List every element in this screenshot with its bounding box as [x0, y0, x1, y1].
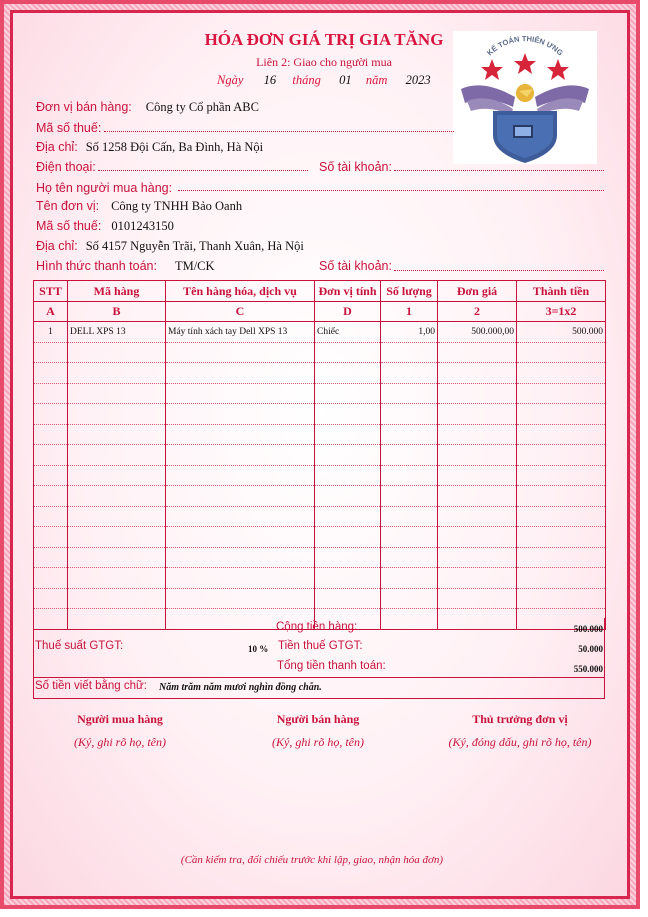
table-cell-empty [166, 465, 315, 486]
table-cell-empty [438, 404, 517, 425]
buyer-tax: 0101243150 [111, 219, 174, 233]
table-cell-empty [381, 547, 438, 568]
table-cell-empty [517, 568, 606, 589]
table-cell-empty [381, 383, 438, 404]
date-year: 2023 [405, 73, 431, 87]
seller-unit: Công ty Cổ phần ABC [145, 100, 259, 114]
table-cell-empty [34, 465, 68, 486]
table-cell-empty [166, 342, 315, 363]
table-cell-empty [438, 465, 517, 486]
table-cell-empty [166, 588, 315, 609]
words-value: Năm trăm năm mươi nghìn đồng chẵn. [159, 682, 322, 693]
buyer-address: Số 4157 Nguyễn Trãi, Thanh Xuân, Hà Nội [85, 239, 304, 253]
seller-signature-note: (Ký, ghi rõ họ, tên) [272, 735, 364, 749]
table-cell-empty [34, 588, 68, 609]
head-signature-note: (Ký, đóng dấu, ghi rõ họ, tên) [448, 735, 592, 749]
col-letter-3: 3=1x2 [517, 302, 606, 322]
seller-tax-dotline [104, 131, 454, 132]
seller-phone-label: Điện thoại: [36, 160, 96, 174]
buyer-account-label: Số tài khoản: [319, 259, 392, 273]
total-label: Tổng tiền thanh toán: [277, 660, 386, 672]
table-cell-empty [517, 547, 606, 568]
date-month: 01 [339, 73, 352, 87]
col-header-stt: STT [34, 281, 68, 302]
head-signature [420, 712, 620, 750]
col-letter-c: C [166, 302, 315, 322]
buyer-account-dotline [394, 270, 604, 271]
row-price: 500.000,00 [438, 322, 517, 343]
table-cell-empty [315, 342, 381, 363]
table-row-empty [34, 465, 606, 486]
table-cell-empty [166, 527, 315, 548]
table-cell-empty [381, 568, 438, 589]
table-cell-empty [517, 506, 606, 527]
table-cell-empty [68, 486, 166, 507]
vat-rate-label: Thuế suất GTGT: [35, 640, 124, 652]
table-cell-empty [381, 404, 438, 425]
date-day: 16 [263, 73, 277, 87]
table-cell-empty [438, 588, 517, 609]
table-cell-empty [315, 547, 381, 568]
buyer-signature [20, 712, 220, 750]
invoice-title: HÓA ĐƠN GIÁ TRỊ GIA TĂNG [204, 30, 444, 49]
items-table [33, 280, 606, 630]
table-row-empty [34, 547, 606, 568]
table-row-empty [34, 506, 606, 527]
table-cell-empty [166, 383, 315, 404]
invoice-subtitle: Liên 2: Giao cho người mua [256, 55, 392, 69]
seller-address-label: Địa chỉ: [36, 140, 78, 154]
total-value: 550.000 [573, 664, 603, 674]
table-cell-empty [381, 424, 438, 445]
footer-note: (Cần kiểm tra, đối chiếu trước khi lập, giao, nhận hóa đơn) [180, 854, 444, 866]
table-cell-empty [381, 527, 438, 548]
row-unit: Chiếc [315, 322, 381, 343]
table-cell-empty [34, 486, 68, 507]
table-cell-empty [381, 363, 438, 384]
seller-phone-dotline [98, 170, 308, 171]
buyer-unit: Công ty TNHH Bảo Oanh [111, 199, 243, 213]
col-letter-1: 1 [381, 302, 438, 322]
table-cell-empty [315, 568, 381, 589]
words-row [33, 680, 605, 700]
date-day-label: Ngày [217, 73, 244, 87]
table-cell-empty [517, 465, 606, 486]
row-qty: 1,00 [381, 322, 438, 343]
head-signature-title: Thủ trưởng đơn vị [472, 712, 568, 726]
table-cell-empty [381, 506, 438, 527]
table-cell-empty [34, 424, 68, 445]
table-row-empty [34, 383, 606, 404]
table-cell-empty [381, 486, 438, 507]
table-cell-empty [68, 404, 166, 425]
table-letter-row [34, 302, 606, 322]
table-cell-empty [517, 424, 606, 445]
seller-address: Số 1258 Đội Cấn, Ba Đình, Hà Nội [85, 140, 264, 154]
table-cell-empty [381, 342, 438, 363]
vat-row [33, 640, 605, 660]
table-cell-empty [381, 588, 438, 609]
table-row-empty [34, 588, 606, 609]
seller-signature-title: Người bán hàng [276, 712, 360, 726]
table-cell-empty [166, 568, 315, 589]
table-cell-empty [438, 342, 517, 363]
vat-amount-label: Tiền thuế GTGT: [278, 640, 363, 652]
table-cell-empty [517, 363, 606, 384]
row-name: Máy tính xách tay Dell XPS 13 [166, 322, 315, 343]
table-cell-empty [438, 445, 517, 466]
date-month-label: tháng [292, 73, 321, 87]
table-cell-empty [166, 506, 315, 527]
table-cell-empty [315, 506, 381, 527]
table-cell-empty [68, 424, 166, 445]
col-header-qty: Số lượng [381, 281, 438, 302]
col-header-code: Mã hàng [68, 281, 166, 302]
table-cell-empty [166, 445, 315, 466]
table-cell-empty [438, 486, 517, 507]
col-letter-d: D [315, 302, 381, 322]
table-cell-empty [68, 445, 166, 466]
logo-text: KẾ TOÁN THIÊN ƯNG [485, 34, 565, 58]
col-header-price: Đơn giá [438, 281, 517, 302]
table-row-empty [34, 363, 606, 384]
table-cell-empty [34, 527, 68, 548]
table-cell-empty [438, 363, 517, 384]
col-letter-2: 2 [438, 302, 517, 322]
table-cell-empty [68, 547, 166, 568]
row-stt: 1 [34, 322, 68, 343]
table-row-empty [34, 568, 606, 589]
date-year-label: năm [365, 73, 388, 87]
table-cell-empty [381, 445, 438, 466]
table-cell-empty [34, 568, 68, 589]
table-row [34, 322, 606, 343]
table-cell-empty [68, 363, 166, 384]
buyer-name-label: Họ tên người mua hàng: [36, 181, 173, 195]
subtotal-label: Cộng tiền hàng: [276, 621, 358, 633]
subtotal-value: 500.000 [573, 624, 603, 634]
table-cell-empty [34, 547, 68, 568]
table-cell-empty [438, 383, 517, 404]
table-row-empty [34, 445, 606, 466]
table-cell-empty [166, 424, 315, 445]
table-cell-empty [34, 383, 68, 404]
table-cell-empty [34, 363, 68, 384]
row-code: DELL XPS 13 [68, 322, 166, 343]
seller-tax-label: Mã số thuế: [36, 121, 102, 135]
table-cell-empty [517, 527, 606, 548]
table-cell-empty [438, 568, 517, 589]
table-cell-empty [34, 342, 68, 363]
seller-signature [218, 712, 418, 750]
table-cell-empty [438, 547, 517, 568]
table-cell-empty [315, 486, 381, 507]
table-row-empty [34, 404, 606, 425]
table-cell-empty [315, 383, 381, 404]
table-cell-empty [166, 363, 315, 384]
words-divider [33, 677, 605, 678]
table-cell-empty [68, 568, 166, 589]
buyer-signature-note: (Ký, ghi rõ họ, tên) [74, 735, 166, 749]
buyer-address-label: Địa chỉ: [36, 239, 78, 253]
table-cell-empty [34, 445, 68, 466]
table-cell-empty [438, 527, 517, 548]
table-cell-empty [438, 506, 517, 527]
table-cell-empty [517, 383, 606, 404]
seller-unit-label: Đơn vị bán hàng: [36, 100, 132, 114]
words-label: Số tiền viết bằng chữ: [35, 680, 147, 692]
table-row-empty [34, 486, 606, 507]
buyer-payment-label: Hình thức thanh toán: [36, 259, 157, 273]
table-cell-empty [315, 445, 381, 466]
table-header-row [34, 281, 606, 302]
table-cell-empty [68, 588, 166, 609]
table-cell-empty [315, 404, 381, 425]
col-header-amount: Thành tiền [517, 281, 606, 302]
vat-amount-value: 50.000 [578, 644, 603, 654]
table-cell-empty [68, 527, 166, 548]
buyer-unit-label: Tên đơn vị: [36, 199, 100, 213]
subtotal-row [33, 621, 605, 641]
row-amount: 500.000 [517, 322, 606, 343]
table-cell-empty [68, 383, 166, 404]
col-header-name: Tên hàng hóa, dịch vụ [166, 281, 315, 302]
buyer-signature-title: Người mua hàng [77, 712, 163, 726]
table-cell-empty [166, 547, 315, 568]
vat-rate-value: 10 % [248, 644, 269, 654]
table-cell-empty [68, 342, 166, 363]
col-letter-a: A [34, 302, 68, 322]
invoice-date [217, 73, 431, 88]
table-cell-empty [517, 342, 606, 363]
table-cell-empty [315, 527, 381, 548]
table-row-empty [34, 527, 606, 548]
table-cell-empty [34, 404, 68, 425]
table-cell-empty [34, 506, 68, 527]
seller-account-dotline [394, 170, 604, 171]
table-cell-empty [315, 424, 381, 445]
table-row-empty [34, 342, 606, 363]
table-cell-empty [315, 465, 381, 486]
table-cell-empty [438, 424, 517, 445]
table-cell-empty [517, 486, 606, 507]
seller-account-label: Số tài khoản: [319, 160, 392, 174]
table-cell-empty [517, 588, 606, 609]
table-cell-empty [517, 404, 606, 425]
table-cell-empty [381, 465, 438, 486]
table-cell-empty [517, 445, 606, 466]
buyer-tax-label: Mã số thuế: [36, 219, 102, 233]
buyer-name-dotline [178, 190, 604, 191]
table-cell-empty [315, 588, 381, 609]
table-cell-empty [315, 363, 381, 384]
company-logo [453, 31, 597, 164]
buyer-payment: TM/CK [174, 259, 215, 273]
table-cell-empty [68, 465, 166, 486]
table-cell-empty [166, 486, 315, 507]
table-row-empty [34, 424, 606, 445]
table-cell-empty [68, 506, 166, 527]
table-cell-empty [166, 404, 315, 425]
col-header-unit: Đơn vị tính [315, 281, 381, 302]
col-letter-b: B [68, 302, 166, 322]
